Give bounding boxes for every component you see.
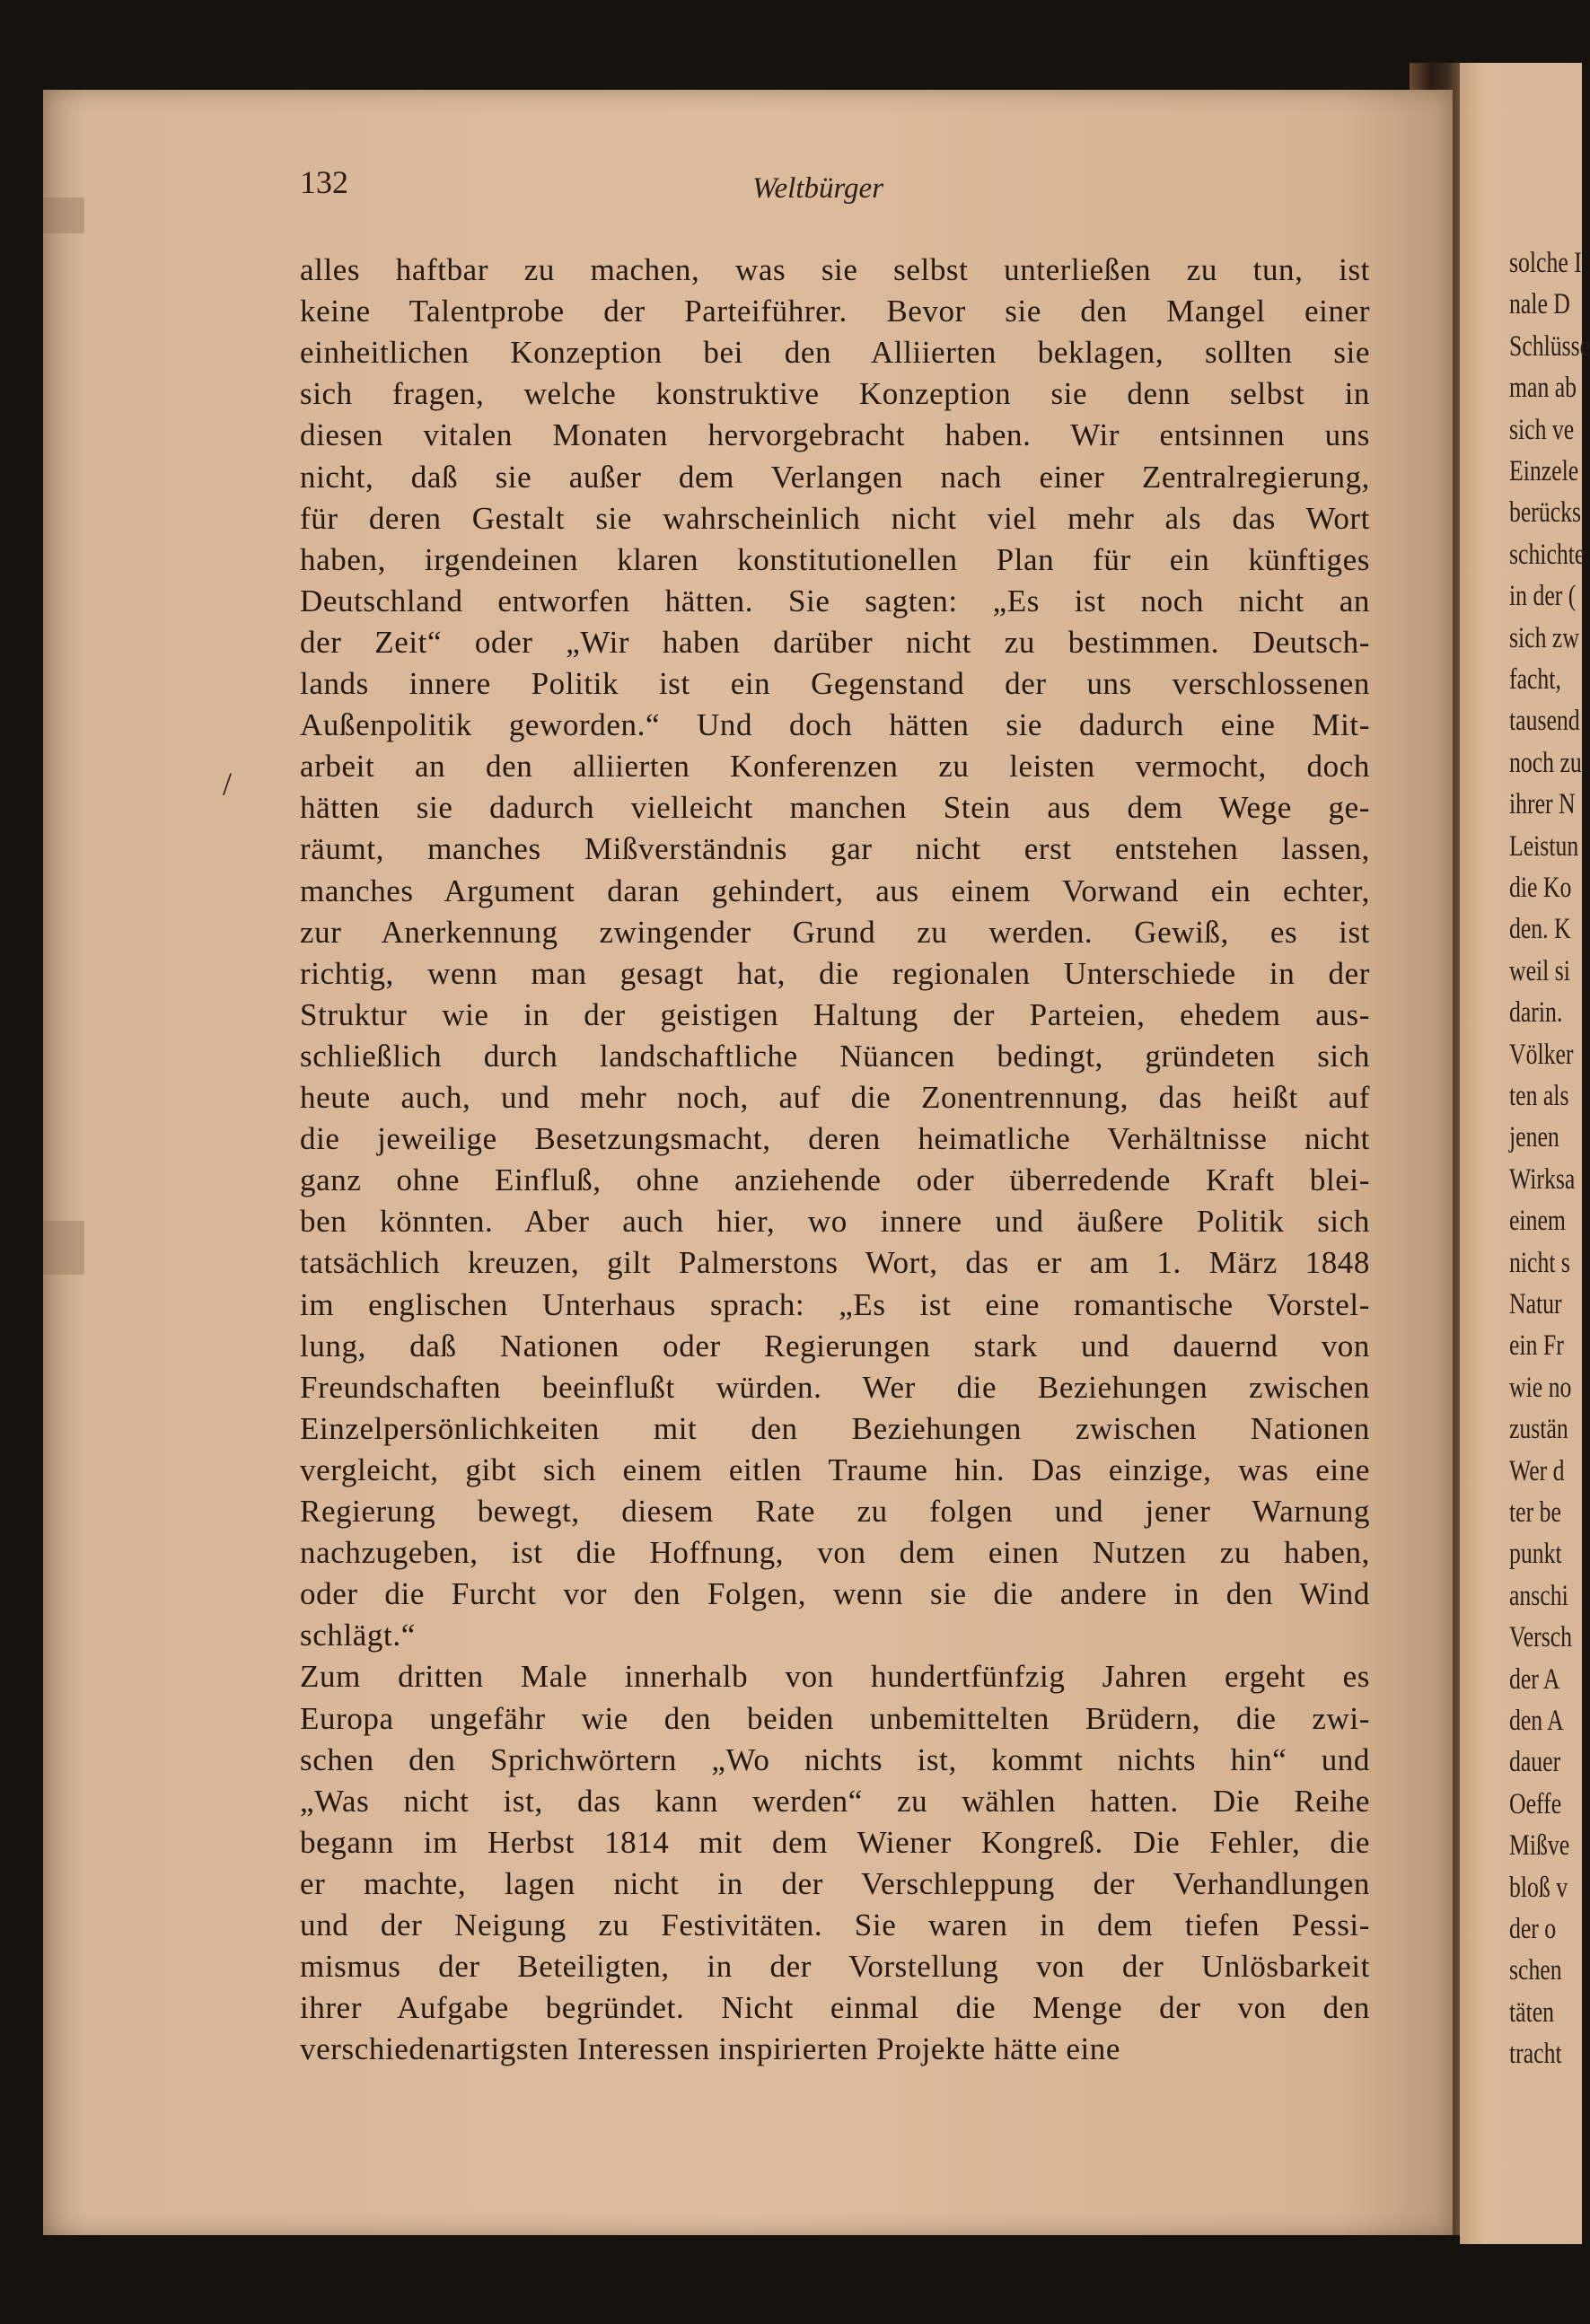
text-line: räumt, manches Mißverständnis gar nicht erst entstehen lassen, [300,831,1370,867]
adjacent-page-text-fragment: Völker [1509,1038,1574,1071]
adjacent-page-text-fragment: wie no [1509,1371,1572,1404]
text-line: hätten sie dadurch vielleicht manchen Stein aus dem Wege ge- [300,790,1370,826]
text-line: Zum dritten Male innerhalb von hundertfünfzig Jahren ergeht es [300,1659,1370,1695]
adjacent-page-text-fragment: Wirksa [1509,1162,1576,1196]
text-line: lands innere Politik ist ein Gegenstand der uns verschlossenen [300,666,1370,701]
adjacent-page-text-fragment: sich ve [1509,413,1575,446]
adjacent-page-text-fragment: ter be [1509,1496,1561,1529]
adjacent-page-text-fragment: tracht [1509,2038,1562,2071]
text-line: einheitlichen Konzeption bei den Alliierten beklagen, sollten sie [300,335,1370,371]
text-line: im englischen Unterhaus sprach: „Es ist eine romantische Vorstel- [300,1286,1370,1322]
adjacent-page-text-fragment: einem [1509,1205,1566,1238]
adjacent-page-text-fragment: dauer [1509,1746,1561,1779]
text-line: begann im Herbst 1814 mit dem Wiener Kongreß. Die Fehler, die [300,1824,1370,1860]
text-line: oder die Furcht vor den Folgen, wenn sie die andere in den Wind [300,1576,1370,1612]
adjacent-page-text-fragment: ihrer N [1509,788,1576,821]
text-line: schließlich durch landschaftliche Nüancen bedingt, gründeten sich [300,1038,1370,1074]
text-line: Außenpolitik geworden.“ Und doch hätten sie dadurch eine Mit- [300,707,1370,743]
text-line: ben könnten. Aber auch hier, wo innere und äußere Politik sich [300,1204,1370,1240]
adjacent-page-text-fragment: die Ko [1509,872,1572,904]
adjacent-page-text-fragment: den A [1509,1705,1564,1737]
adjacent-page-text-fragment: facht, [1509,663,1561,696]
text-line: ganz ohne Einfluß, ohne anziehende oder überredende Kraft blei- [300,1162,1370,1198]
adjacent-page-text-fragment: Leistun [1509,829,1579,863]
text-line: nachzugeben, ist die Hoffnung, von dem einen Nutzen zu haben, [300,1535,1370,1571]
text-line: er machte, lagen nicht in der Verschleppung der Verhandlungen [300,1865,1370,1901]
adjacent-page-text-fragment: anschi [1509,1579,1568,1612]
adjacent-page-text-fragment: darin. [1509,996,1563,1030]
adjacent-page-text-fragment: der A [1509,1662,1560,1696]
adjacent-page-text-fragment: den. K [1509,913,1571,946]
adjacent-page-text-fragment: nale D [1509,288,1570,321]
text-line: Deutschland entworfen hätten. Sie sagten: „Es ist noch nicht an [300,583,1370,618]
text-line: „Was nicht ist, das kann werden“ zu wählen hatten. Die Reihe [300,1783,1370,1819]
adjacent-page-edge [1460,63,1590,2244]
text-line: haben, irgendeinen klaren konstitutionellen Plan für ein künftiges [300,541,1370,577]
text-line: für deren Gestalt sie wahrscheinlich nicht viel mehr als das Wort [300,500,1370,536]
page-edge-stain [43,1221,84,1275]
adjacent-page-text-fragment: punkt [1509,1538,1562,1571]
text-line: nicht, daß sie außer dem Verlangen nach einer Zentralregierung, [300,459,1370,495]
text-line: verschiedenartigsten Interessen inspirierten Projekte hätte eine [300,2031,1121,2067]
text-line: Freundschaften beeinflußt würden. Wer die Beziehungen zwischen [300,1369,1370,1405]
adjacent-page-text-fragment: Wer d [1509,1454,1565,1487]
adjacent-page-text-fragment: weil si [1509,954,1570,987]
adjacent-page-text-fragment: jenen [1509,1121,1559,1154]
adjacent-page-text-fragment: sich zw [1509,621,1579,654]
text-line: mismus der Beteiligten, in der Vorstellung von der Unlösbarkeit [300,1949,1370,1985]
text-line: richtig, wenn man gesagt hat, die regionalen Unterschiede in der [300,955,1370,991]
text-line: sich fragen, welche konstruktive Konzeption sie denn selbst in [300,376,1370,412]
text-line: lung, daß Nationen oder Regierungen stark und dauernd von [300,1328,1370,1364]
adjacent-page-text-fragment: bloß v [1509,1871,1568,1904]
text-line: arbeit an den alliierten Konferenzen zu leisten vermocht, doch [300,749,1370,785]
text-line: Struktur wie in der geistigen Haltung der Parteien, ehedem aus- [300,996,1370,1032]
text-line: die jeweilige Besetzungsmacht, deren heimatliche Verhältnisse nicht [300,1121,1370,1157]
adjacent-page-text-fragment: Versch [1509,1621,1573,1654]
page-number: 132 [300,164,348,200]
text-line: keine Talentprobe der Parteiführer. Bevor sie den Mangel einer [300,294,1370,329]
adjacent-page-text-fragment: man ab [1509,372,1577,405]
text-line: und der Neigung zu Festivitäten. Sie waren in dem tiefen Pessi- [300,1907,1370,1943]
text-line: Einzelpersönlichkeiten mit den Beziehungen zwischen Nationen [300,1410,1370,1446]
adjacent-page-text-fragment: ein Fr [1509,1329,1564,1363]
text-line: heute auch, und mehr noch, auf die Zonentrennung, das heißt auf [300,1080,1370,1115]
page-edge-stain [43,197,84,233]
text-line: schen den Sprichwörtern „Wo nichts ist, kommt nichts hin“ und [300,1741,1370,1777]
adjacent-page-text-fragment: zustän [1509,1413,1568,1446]
running-head: Weltbürger [752,172,884,205]
text-line: zur Anerkennung zwingender Grund zu werden. Gewiß, es ist [300,914,1370,950]
adjacent-page-text-fragment: tausend [1509,705,1580,738]
text-line: tatsächlich kreuzen, gilt Palmerstons Wort, das er am 1. März 1848 [300,1245,1370,1281]
text-line: schlägt.“ [300,1618,416,1653]
adjacent-page-text-fragment: Natur [1509,1288,1562,1320]
adjacent-page-text-fragment: berücks [1509,496,1582,530]
text-line: Europa ungefähr wie den beiden unbemittelten Brüdern, die zwi- [300,1700,1370,1736]
adjacent-page-text-fragment: Einzele [1509,455,1579,487]
text-line: ihrer Aufgabe begründet. Nicht einmal die Menge der von den [300,1990,1370,2026]
adjacent-page-text-fragment: täten [1509,1995,1555,2029]
adjacent-page-text-fragment: der o [1509,1913,1557,1945]
adjacent-page-text-fragment: in der ( [1509,580,1577,613]
adjacent-page-text-fragment: schichte [1509,538,1586,571]
text-line: diesen vitalen Monaten hervorgebracht haben. Wir entsinnen uns [300,417,1370,453]
adjacent-page-text-fragment: noch zu [1509,746,1582,779]
margin-pencil-mark: / [223,766,233,802]
adjacent-page-text-fragment: Mißve [1509,1829,1570,1863]
adjacent-page-text-fragment: solche I [1509,247,1582,279]
adjacent-page-text-fragment: Oeffe [1509,1787,1562,1820]
text-line: vergleicht, gibt sich einem eitlen Traume hin. Das einzige, was eine [300,1451,1370,1487]
text-line: der Zeit“ oder „Wir haben darüber nicht zu bestimmen. Deutsch- [300,624,1370,660]
adjacent-page-text-fragment: nicht s [1509,1246,1570,1279]
adjacent-page-text-fragment: ten als [1509,1080,1569,1112]
text-line: alles haftbar zu machen, was sie selbst unterließen zu tun, ist [300,252,1370,287]
adjacent-page-text-fragment: Schlüsse [1509,329,1590,363]
text-line: manches Argument daran gehindert, aus einem Vorwand ein echter, [300,873,1370,908]
text-line: Regierung bewegt, diesem Rate zu folgen und jener Warnung [300,1494,1370,1529]
adjacent-page-text-fragment: schen [1509,1954,1562,1987]
